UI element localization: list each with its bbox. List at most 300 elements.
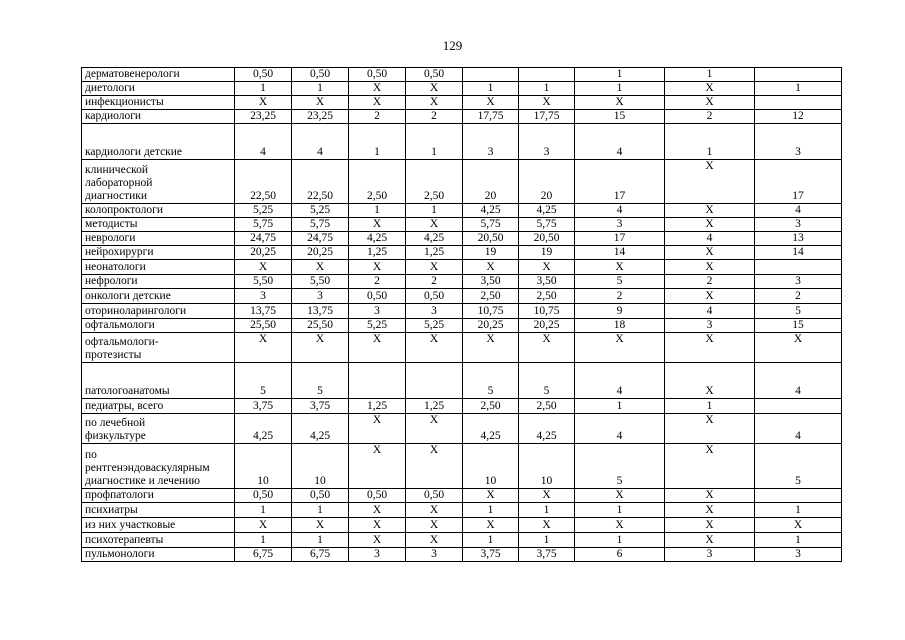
value-cell: X [406,82,463,96]
value-cell: 4 [575,124,665,160]
value-cell: 5,25 [235,204,292,218]
value-cell: 4 [575,363,665,399]
value-cell: 0,50 [235,68,292,82]
specialty-name-cell [82,363,235,399]
value-cell: 22,50 [235,160,292,204]
value-cell: X [575,96,665,110]
specialty-name-cell [82,275,235,289]
table-row [82,96,842,110]
value-cell [406,363,463,399]
specialty-name-cell [82,489,235,503]
specialty-name-cell [82,333,235,363]
value-cell: 3 [292,289,349,304]
value-cell: 4,25 [519,204,575,218]
value-cell: 4,25 [463,414,519,444]
table-row [82,124,842,160]
table-row [82,246,842,260]
specialty-name-cell [82,96,235,110]
value-cell: 2 [406,275,463,289]
value-cell: 0,50 [292,68,349,82]
value-cell: X [755,518,842,533]
value-cell: 0,50 [292,489,349,503]
value-cell: 4,25 [292,414,349,444]
value-cell: 5 [575,275,665,289]
value-cell: 5 [292,363,349,399]
value-cell: 1 [292,82,349,96]
value-cell: 2 [349,275,406,289]
specialty-name-cell [82,160,235,204]
specialty-name-cell [82,289,235,304]
value-cell: 14 [755,246,842,260]
value-cell: X [349,96,406,110]
value-cell: 2 [406,110,463,124]
value-cell: X [519,333,575,363]
value-cell: 10,75 [519,304,575,319]
value-cell: X [665,204,755,218]
value-cell: 2 [349,110,406,124]
table-body [82,68,842,562]
value-cell: 22,50 [292,160,349,204]
value-cell: 13 [755,232,842,246]
value-cell: 5 [755,444,842,489]
value-cell: 4 [235,124,292,160]
specialty-name-cell [82,124,235,160]
value-cell: X [665,489,755,503]
specialty-name-cell [82,260,235,275]
specialty-name-cell [82,414,235,444]
value-cell: 12 [755,110,842,124]
value-cell: 3 [406,304,463,319]
table-row [82,160,842,204]
value-cell: 4 [292,124,349,160]
value-cell: 4 [755,414,842,444]
specialty-name-line: кардиологи детские [85,146,183,158]
specialty-name-cell [82,68,235,82]
value-cell: 3,50 [519,275,575,289]
value-cell: 5,75 [463,218,519,232]
value-cell: 1 [665,68,755,82]
value-cell: X [292,260,349,275]
value-cell: 5,50 [235,275,292,289]
table-row [82,518,842,533]
value-cell: 1 [519,82,575,96]
value-cell: 4,25 [463,204,519,218]
specialty-name-line: диагностике и лечению [85,475,200,487]
value-cell: 5,75 [519,218,575,232]
value-cell: 20 [519,160,575,204]
value-cell: 1 [235,533,292,548]
value-cell: 9 [575,304,665,319]
value-cell: 17 [575,160,665,204]
value-cell: 5,50 [292,275,349,289]
value-cell: 1 [575,503,665,518]
value-cell: 17,75 [519,110,575,124]
value-cell: 1 [463,533,519,548]
value-cell: 17 [755,160,842,204]
value-cell: 0,50 [349,68,406,82]
value-cell: 3 [755,275,842,289]
value-cell: 5,75 [235,218,292,232]
value-cell: 24,75 [235,232,292,246]
value-cell: X [349,218,406,232]
value-cell: 2 [665,275,755,289]
value-cell: 1 [463,503,519,518]
value-cell: 3,75 [292,399,349,414]
value-cell: 2,50 [519,289,575,304]
specialty-name-line: педиатры, всего [85,400,164,412]
specialty-name-cell [82,110,235,124]
table-row [82,232,842,246]
value-cell: X [349,503,406,518]
value-cell: X [406,503,463,518]
value-cell: 23,25 [235,110,292,124]
value-cell: 5,75 [292,218,349,232]
value-cell: X [463,489,519,503]
value-cell: X [235,518,292,533]
table-row [82,304,842,319]
value-cell: X [665,160,755,204]
specialty-name-line: профпатологи [85,489,154,501]
specialty-name-cell [82,218,235,232]
value-cell: X [519,260,575,275]
specialty-name-line: из них участковые [85,519,176,531]
table-row [82,204,842,218]
value-cell [463,68,519,82]
value-cell: X [406,444,463,489]
table-row [82,399,842,414]
value-cell [349,363,406,399]
value-cell: 2,50 [519,399,575,414]
value-cell: 25,50 [292,319,349,333]
value-cell: X [575,260,665,275]
value-cell: 20,25 [463,319,519,333]
value-cell: 23,25 [292,110,349,124]
value-cell: 19 [519,246,575,260]
value-cell: 3,75 [235,399,292,414]
specialty-name-line: по [85,449,97,461]
value-cell: 13,75 [292,304,349,319]
value-cell: 3 [463,124,519,160]
value-cell: 1 [575,399,665,414]
value-cell: 5 [235,363,292,399]
specialty-name-cell [82,399,235,414]
value-cell [755,260,842,275]
value-cell: 3 [755,548,842,562]
table-row [82,110,842,124]
value-cell: 1 [292,533,349,548]
value-cell: 20,25 [519,319,575,333]
specialty-name-line: колопроктологи [85,204,164,216]
value-cell: X [519,518,575,533]
page-number: 129 [442,38,463,53]
value-cell: 2,50 [406,160,463,204]
specialty-name-line: психиатры [85,504,138,516]
value-cell: 20,50 [519,232,575,246]
value-cell: X [575,489,665,503]
specialty-name-line: инфекционисты [85,96,164,108]
value-cell: X [665,533,755,548]
value-cell: 1,25 [406,399,463,414]
value-cell: 1 [292,503,349,518]
table-row [82,289,842,304]
specialty-name-line: оториноларингологи [85,305,187,317]
value-cell: X [406,414,463,444]
value-cell: 1 [519,503,575,518]
value-cell: 3 [755,124,842,160]
value-cell: 10 [235,444,292,489]
table-row [82,333,842,363]
value-cell: 2,50 [349,160,406,204]
specialty-name-line: неврологи [85,232,136,244]
value-cell: X [665,82,755,96]
value-cell: X [349,533,406,548]
value-cell: X [349,414,406,444]
value-cell: 6 [575,548,665,562]
value-cell: 4,25 [349,232,406,246]
value-cell: X [406,333,463,363]
specialty-name-line: нефрологи [85,275,138,287]
value-cell: 4 [665,232,755,246]
value-cell: 2 [665,110,755,124]
value-cell: 1 [755,533,842,548]
value-cell: 0,50 [349,489,406,503]
specialty-name-line: физкультуре [85,430,146,442]
value-cell: X [349,444,406,489]
value-cell: X [349,518,406,533]
specialty-name-line: диагностики [85,190,148,202]
value-cell: 3 [755,218,842,232]
value-cell: 10,75 [463,304,519,319]
specialty-name-cell [82,204,235,218]
value-cell: 1 [575,533,665,548]
value-cell: X [349,333,406,363]
table-row [82,275,842,289]
table-row [82,444,842,489]
specialty-name-cell [82,533,235,548]
value-cell: 1,25 [349,246,406,260]
value-cell: 2 [575,289,665,304]
value-cell: X [463,333,519,363]
value-cell: 1,25 [349,399,406,414]
value-cell [519,68,575,82]
specialty-name-line: онкологи детские [85,290,171,302]
value-cell: X [665,289,755,304]
value-cell: 17 [575,232,665,246]
specialty-name-cell [82,304,235,319]
value-cell [755,489,842,503]
value-cell: 3 [349,548,406,562]
value-cell: 1 [349,124,406,160]
value-cell: 1,25 [406,246,463,260]
specialty-name-line: пульмонологи [85,548,155,560]
value-cell: 3 [575,218,665,232]
value-cell: 5,25 [349,319,406,333]
value-cell: 3 [349,304,406,319]
specialty-name-line: дерматовенерологи [85,68,180,80]
value-cell: 4,25 [406,232,463,246]
specialty-name-line: нейрохирурги [85,246,154,258]
value-cell: X [519,489,575,503]
value-cell: 5,25 [292,204,349,218]
specialty-name-cell [82,548,235,562]
value-cell: X [665,333,755,363]
value-cell: 13,75 [235,304,292,319]
value-cell: X [575,518,665,533]
value-cell: 1 [575,68,665,82]
value-cell: 19 [463,246,519,260]
value-cell: 1 [463,82,519,96]
value-cell: 0,50 [406,489,463,503]
value-cell: X [665,96,755,110]
value-cell: X [292,96,349,110]
value-cell: 20,25 [235,246,292,260]
specialty-name-line: клинической [85,164,148,176]
value-cell: X [406,96,463,110]
value-cell: X [235,333,292,363]
value-cell: 5 [519,363,575,399]
value-cell: 3 [406,548,463,562]
value-cell: 1 [665,399,755,414]
value-cell: X [665,518,755,533]
value-cell: X [463,260,519,275]
table-row [82,363,842,399]
value-cell: 10 [463,444,519,489]
value-cell: 0,50 [235,489,292,503]
value-cell: 10 [292,444,349,489]
value-cell: 4 [755,204,842,218]
value-cell [755,399,842,414]
specialty-name-cell [82,319,235,333]
value-cell: X [463,96,519,110]
value-cell: X [665,363,755,399]
specialty-name-line: кардиологи [85,110,142,122]
value-cell: 2 [755,289,842,304]
value-cell: X [665,260,755,275]
value-cell: 6,75 [292,548,349,562]
value-cell: 15 [575,110,665,124]
specialty-name-line: по лечебной [85,417,146,429]
value-cell: 24,75 [292,232,349,246]
value-cell: 5 [575,444,665,489]
value-cell: 1 [755,82,842,96]
value-cell: 0,50 [349,289,406,304]
value-cell: 5 [463,363,519,399]
value-cell: 5 [755,304,842,319]
value-cell: X [349,260,406,275]
value-cell: 1 [406,124,463,160]
specialty-name-cell [82,246,235,260]
value-cell: X [575,333,665,363]
specialty-name-line: методисты [85,218,138,230]
value-cell: 1 [575,82,665,96]
specialty-name-line: лабораторной [85,177,153,189]
value-cell: 0,50 [406,289,463,304]
table-row [82,82,842,96]
value-cell: 20,25 [292,246,349,260]
value-cell [755,68,842,82]
value-cell: X [292,518,349,533]
specialty-name-line: неонатологи [85,261,146,273]
value-cell: 10 [519,444,575,489]
value-cell: 20,50 [463,232,519,246]
value-cell: X [349,82,406,96]
value-cell: 0,50 [406,68,463,82]
specialty-name-cell [82,518,235,533]
table-row [82,533,842,548]
value-cell: 3 [235,289,292,304]
value-cell: 4 [755,363,842,399]
table-row [82,260,842,275]
specialty-name-line: диетологи [85,82,135,94]
value-cell: 17,75 [463,110,519,124]
value-cell: 3,75 [463,548,519,562]
value-cell: 1 [349,204,406,218]
table-row [82,218,842,232]
specialty-name-line: офтальмологи [85,319,155,331]
value-cell: 1 [665,124,755,160]
value-cell: 6,75 [235,548,292,562]
value-cell: 2,50 [463,289,519,304]
value-cell: X [519,96,575,110]
value-cell: X [406,218,463,232]
value-cell: 5,25 [406,319,463,333]
specialty-name-cell [82,232,235,246]
value-cell: 20 [463,160,519,204]
value-cell: 15 [755,319,842,333]
value-cell: X [406,260,463,275]
specialty-name-line: протезисты [85,349,142,361]
value-cell: X [665,503,755,518]
table-row [82,319,842,333]
value-cell: 1 [235,82,292,96]
value-cell: X [292,333,349,363]
value-cell: 3 [665,548,755,562]
value-cell: X [755,333,842,363]
specialty-name-line: психотерапевты [85,534,164,546]
specialty-name-line: офтальмологи- [85,336,159,348]
value-cell: 3,75 [519,548,575,562]
value-cell: X [235,260,292,275]
table-row [82,489,842,503]
value-cell: 3 [519,124,575,160]
staffing-table [81,67,842,562]
value-cell: 1 [519,533,575,548]
value-cell: X [406,518,463,533]
value-cell: 4,25 [519,414,575,444]
value-cell: 18 [575,319,665,333]
value-cell: 4 [575,414,665,444]
value-cell: 3 [665,319,755,333]
value-cell: X [665,414,755,444]
table-row [82,548,842,562]
table-row [82,68,842,82]
value-cell: X [406,533,463,548]
table-row [82,503,842,518]
value-cell: X [665,444,755,489]
specialty-name-line: рентгенэндоваскулярным [85,462,210,474]
table-row [82,414,842,444]
specialty-name-line [85,133,232,146]
value-cell: 1 [755,503,842,518]
value-cell: X [665,218,755,232]
value-cell: 4 [665,304,755,319]
value-cell: X [665,246,755,260]
value-cell: 1 [406,204,463,218]
value-cell: 4 [575,204,665,218]
value-cell: X [235,96,292,110]
specialty-name-cell [82,82,235,96]
specialty-name-line: патологоанатомы [85,385,170,397]
